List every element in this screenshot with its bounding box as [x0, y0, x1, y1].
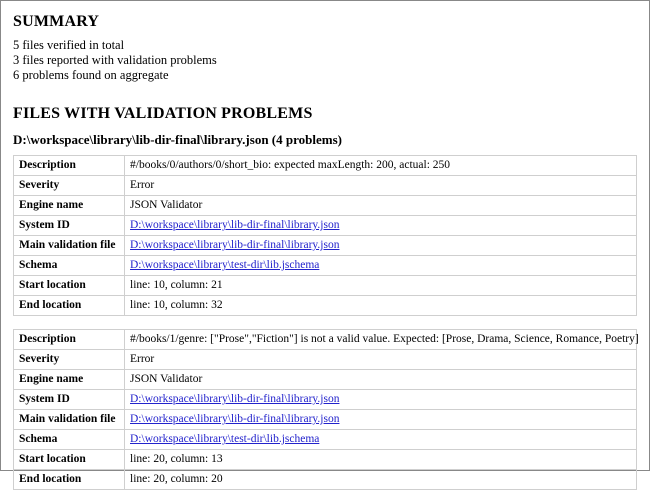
row-value	[125, 256, 637, 276]
row-value	[125, 390, 637, 410]
row-label: Description	[14, 156, 125, 176]
summary-line: 5 files verified in total	[13, 38, 125, 52]
row-value: Error	[125, 350, 637, 370]
main-validation-file-link[interactable]: D:\workspace\library\lib-dir-final\library.json	[130, 413, 340, 425]
row-value: Error	[125, 176, 637, 196]
row-label: System ID	[14, 216, 125, 236]
row-label: End location	[14, 296, 125, 316]
row-value	[125, 216, 637, 236]
row-value: line: 10, column: 32	[125, 296, 637, 316]
report-content	[1, 1, 649, 490]
problem-table	[13, 155, 637, 316]
table-row	[14, 216, 637, 236]
row-label: End location	[14, 470, 125, 490]
table-row	[14, 296, 637, 316]
table-row	[14, 410, 637, 430]
table-row	[14, 390, 637, 410]
schema-link[interactable]: D:\workspace\library\test-dir\lib.jschema	[130, 433, 320, 445]
row-value: line: 20, column: 20	[125, 470, 637, 490]
row-value: JSON Validator	[125, 196, 637, 216]
table-row	[14, 350, 637, 370]
row-label: Engine name	[14, 370, 125, 390]
problem-table	[13, 329, 637, 490]
schema-link[interactable]: D:\workspace\library\test-dir\lib.jschema	[130, 259, 320, 271]
row-value: line: 10, column: 21	[125, 276, 637, 296]
summary-line: 3 files reported with validation problems	[13, 53, 217, 67]
row-label: Severity	[14, 176, 125, 196]
table-row	[14, 176, 637, 196]
row-value: line: 20, column: 13	[125, 450, 637, 470]
row-label: System ID	[14, 390, 125, 410]
main-validation-file-link[interactable]: D:\workspace\library\lib-dir-final\library.json	[130, 239, 340, 251]
table-row	[14, 450, 637, 470]
table-row	[14, 236, 637, 256]
row-value	[125, 430, 637, 450]
file-heading: D:\workspace\library\lib-dir-final\library.json (4 problems)	[13, 132, 342, 147]
system-id-link[interactable]: D:\workspace\library\lib-dir-final\library.json	[130, 219, 340, 231]
table-row	[14, 370, 637, 390]
table-row	[14, 430, 637, 450]
row-value: JSON Validator	[125, 370, 637, 390]
summary-line: 6 problems found on aggregate	[13, 68, 169, 82]
row-value: #/books/0/authors/0/short_bio: expected maxLength: 200, actual: 250	[125, 156, 637, 176]
row-value	[125, 236, 637, 256]
row-label: Schema	[14, 430, 125, 450]
table-row	[14, 470, 637, 490]
problems-section-title: FILES WITH VALIDATION PROBLEMS	[13, 105, 313, 122]
system-id-link[interactable]: D:\workspace\library\lib-dir-final\library.json	[130, 393, 340, 405]
table-row	[14, 276, 637, 296]
row-label: Main validation file	[14, 236, 125, 256]
row-value	[125, 410, 637, 430]
table-row	[14, 330, 637, 350]
table-row	[14, 156, 637, 176]
row-label: Severity	[14, 350, 125, 370]
row-label: Start location	[14, 450, 125, 470]
row-value: #/books/1/genre: ["Prose","Fiction"] is not a valid value. Expected: [Prose, Drama, Science, Romance, Poetry]	[125, 330, 637, 350]
row-label: Engine name	[14, 196, 125, 216]
summary-title: SUMMARY	[13, 13, 100, 30]
row-label: Main validation file	[14, 410, 125, 430]
row-label: Start location	[14, 276, 125, 296]
row-label: Description	[14, 330, 125, 350]
row-label: Schema	[14, 256, 125, 276]
table-row	[14, 196, 637, 216]
table-row	[14, 256, 637, 276]
